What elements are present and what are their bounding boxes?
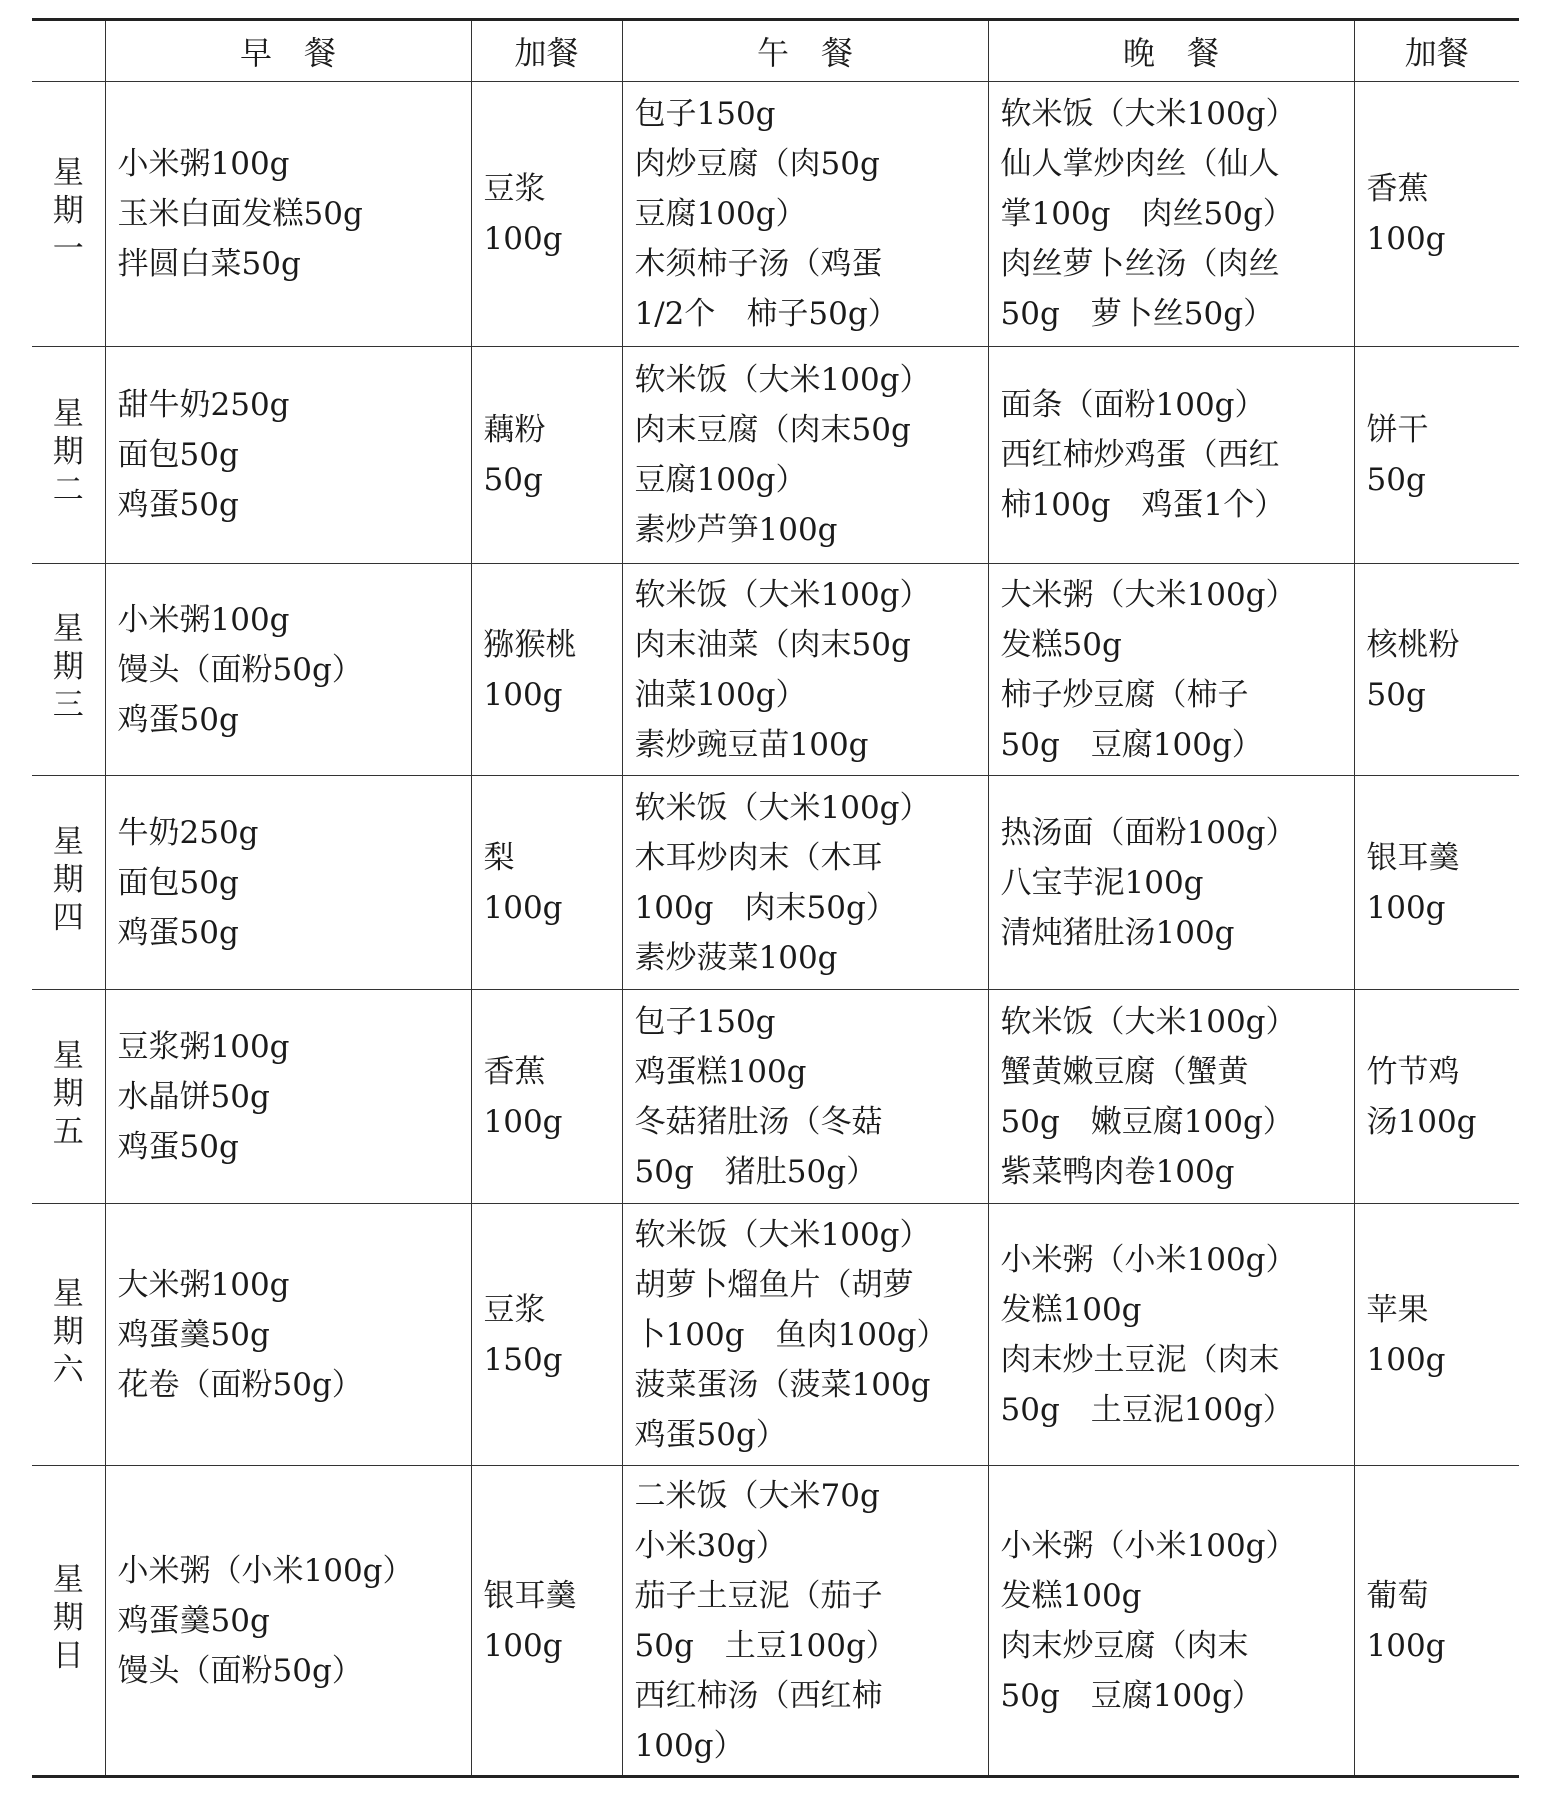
breakfast-line: 鸡蛋50g <box>117 1128 239 1165</box>
lunch-line: 卜100g 鱼肉100g） <box>634 1316 948 1353</box>
dinner-cell <box>988 1204 1354 1466</box>
lunch-line: 素炒菠菜100g <box>634 939 838 976</box>
lunch-line: 茄子土豆泥（茄子 <box>634 1577 883 1614</box>
dinner-cell <box>988 776 1354 990</box>
dinner-line: 柿100g 鸡蛋1个） <box>1000 487 1286 523</box>
lunch-line: 胡萝卜熘鱼片（胡萝 <box>634 1266 914 1303</box>
lunch-line: 软米饭（大米100g） <box>634 1216 931 1253</box>
lunch-line: 冬菇猪肚汤（冬菇 <box>634 1103 883 1140</box>
day-cell <box>32 1466 105 1777</box>
breakfast-line: 鸡蛋羹50g <box>117 1316 270 1353</box>
breakfast-line: 面包50g <box>117 437 239 473</box>
dinner-line: 50g 豆腐100g） <box>1000 726 1263 763</box>
breakfast-line: 小米粥（小米100g） <box>117 1552 414 1589</box>
lunch-line: 小米30g） <box>634 1527 787 1564</box>
breakfast-line: 拌圆白菜50g <box>117 246 301 282</box>
dinner-line: 50g 嫩豆腐100g） <box>1000 1103 1294 1140</box>
snack2-line: 50g <box>1366 462 1426 498</box>
dinner-line: 紫菜鸭肉卷100g <box>1000 1153 1235 1190</box>
dinner-line: 发糕100g <box>1000 1291 1142 1328</box>
snack2-cell <box>1354 347 1519 564</box>
snack2-cell <box>1354 776 1519 990</box>
lunch-line: 包子150g <box>634 96 776 132</box>
lunch-cell <box>622 82 988 347</box>
snack2-cell <box>1354 990 1519 1204</box>
day-cell <box>32 347 105 564</box>
breakfast-line: 鸡蛋50g <box>117 914 239 951</box>
dinner-line: 肉末炒土豆泥（肉末 <box>1000 1341 1280 1378</box>
dinner-line: 50g 土豆泥100g） <box>1000 1391 1294 1428</box>
dinner-line: 发糕50g <box>1000 626 1122 663</box>
breakfast-cell <box>105 347 471 564</box>
header-breakfast: 早 餐 <box>105 20 471 82</box>
lunch-cell <box>622 347 988 564</box>
snack1-line: 100g <box>483 1627 563 1664</box>
lunch-cell <box>622 776 988 990</box>
breakfast-line: 豆浆粥100g <box>117 1028 290 1065</box>
lunch-cell <box>622 1204 988 1466</box>
lunch-line: 油菜100g） <box>634 676 807 713</box>
lunch-line: 100g 肉末50g） <box>634 889 897 926</box>
breakfast-cell <box>105 564 471 776</box>
dinner-line: 肉末炒豆腐（肉末 <box>1000 1627 1249 1664</box>
dinner-line: 小米粥（小米100g） <box>1000 1527 1297 1564</box>
snack1-line: 香蕉 <box>483 1053 546 1090</box>
snack1-line: 100g <box>483 889 563 926</box>
breakfast-cell <box>105 1204 471 1466</box>
lunch-line: 素炒芦笋100g <box>634 512 838 548</box>
breakfast-line: 鸡蛋50g <box>117 487 239 523</box>
breakfast-line: 水晶饼50g <box>117 1078 270 1115</box>
lunch-line: 肉末油菜（肉末50g <box>634 626 911 663</box>
breakfast-line: 小米粥100g <box>117 601 290 638</box>
snack1-cell <box>471 564 622 776</box>
breakfast-line: 馒头（面粉50g） <box>117 1652 363 1689</box>
lunch-line: 豆腐100g） <box>634 196 807 232</box>
breakfast-line: 鸡蛋羹50g <box>117 1602 270 1639</box>
weekly-meal-table <box>32 18 1519 1778</box>
day-label: 星期三 <box>52 610 84 723</box>
header-dinner: 晚 餐 <box>988 20 1354 82</box>
lunch-line: 素炒豌豆苗100g <box>634 726 869 763</box>
snack1-line: 50g <box>483 462 543 498</box>
snack2-line: 香蕉 <box>1366 171 1429 207</box>
dinner-line: 清炖猪肚汤100g <box>1000 914 1235 951</box>
dinner-cell <box>988 564 1354 776</box>
lunch-line: 50g 土豆100g） <box>634 1627 897 1664</box>
dinner-line: 发糕100g <box>1000 1577 1142 1614</box>
snack2-line: 饼干 <box>1366 412 1429 448</box>
snack1-cell <box>471 990 622 1204</box>
snack1-line: 150g <box>483 1341 563 1378</box>
lunch-line: 西红柿汤（西红柿 <box>634 1677 883 1714</box>
dinner-line: 50g 豆腐100g） <box>1000 1677 1263 1714</box>
dinner-cell <box>988 1466 1354 1777</box>
breakfast-line: 玉米白面发糕50g <box>117 196 363 232</box>
day-label: 星期二 <box>52 396 84 508</box>
lunch-line: 50g 猪肚50g） <box>634 1153 878 1190</box>
snack1-cell <box>471 1466 622 1777</box>
lunch-line: 1/2个 柿子50g） <box>634 296 899 332</box>
breakfast-cell <box>105 990 471 1204</box>
snack2-line: 苹果 <box>1366 1291 1429 1328</box>
breakfast-line: 甜牛奶250g <box>117 387 290 423</box>
dinner-line: 西红柿炒鸡蛋（西红 <box>1000 437 1280 473</box>
snack1-line: 100g <box>483 1103 563 1140</box>
dinner-cell <box>988 82 1354 347</box>
day-cell <box>32 776 105 990</box>
snack2-cell <box>1354 1204 1519 1466</box>
snack2-cell <box>1354 82 1519 347</box>
snack1-cell <box>471 82 622 347</box>
table-row <box>32 1204 1519 1466</box>
day-label: 星期六 <box>52 1275 84 1388</box>
snack2-line: 50g <box>1366 676 1426 713</box>
snack1-line: 猕猴桃 <box>483 626 577 663</box>
breakfast-line: 馒头（面粉50g） <box>117 651 363 688</box>
dinner-line: 大米粥（大米100g） <box>1000 576 1297 613</box>
snack2-line: 100g <box>1366 1627 1446 1664</box>
lunch-line: 软米饭（大米100g） <box>634 789 931 826</box>
snack1-line: 100g <box>483 676 563 713</box>
lunch-line: 木须柿子汤（鸡蛋 <box>634 246 883 282</box>
lunch-cell <box>622 1466 988 1777</box>
dinner-line: 柿子炒豆腐（柿子 <box>1000 676 1249 713</box>
snack2-line: 100g <box>1366 889 1446 926</box>
snack1-line: 银耳羹 <box>483 1577 577 1614</box>
breakfast-line: 大米粥100g <box>117 1266 290 1303</box>
header-corner <box>32 20 105 82</box>
table-row <box>32 776 1519 990</box>
table-row <box>32 347 1519 564</box>
header-row <box>32 20 1519 82</box>
table-row <box>32 990 1519 1204</box>
snack1-cell <box>471 347 622 564</box>
dinner-line: 仙人掌炒肉丝（仙人 <box>1000 146 1280 182</box>
breakfast-cell <box>105 1466 471 1777</box>
table-row <box>32 1466 1519 1777</box>
breakfast-line: 牛奶250g <box>117 814 259 851</box>
snack1-line: 藕粉 <box>483 412 546 448</box>
snack2-line: 银耳羹 <box>1366 839 1460 876</box>
day-label: 星期五 <box>52 1037 84 1150</box>
snack1-line: 100g <box>483 221 563 257</box>
day-cell <box>32 82 105 347</box>
lunch-line: 软米饭（大米100g） <box>634 362 931 398</box>
breakfast-cell <box>105 776 471 990</box>
dinner-cell <box>988 990 1354 1204</box>
snack2-line: 100g <box>1366 221 1446 257</box>
snack1-line: 梨 <box>483 839 515 876</box>
breakfast-line: 面包50g <box>117 864 239 901</box>
lunch-line: 二米饭（大米70g <box>634 1477 880 1514</box>
day-cell <box>32 564 105 776</box>
snack1-line: 豆浆 <box>483 171 546 207</box>
lunch-line: 鸡蛋糕100g <box>634 1053 807 1090</box>
snack1-cell <box>471 1204 622 1466</box>
snack1-line: 豆浆 <box>483 1291 546 1328</box>
snack1-cell <box>471 776 622 990</box>
dinner-cell <box>988 347 1354 564</box>
menu-table-container <box>32 18 1519 1778</box>
dinner-line: 软米饭（大米100g） <box>1000 96 1297 132</box>
table-row <box>32 564 1519 776</box>
header-snack1: 加餐 <box>471 20 622 82</box>
lunch-line: 肉炒豆腐（肉50g <box>634 146 880 182</box>
lunch-line: 菠菜蛋汤（菠菜100g <box>634 1366 931 1403</box>
snack2-cell <box>1354 564 1519 776</box>
lunch-line: 软米饭（大米100g） <box>634 576 931 613</box>
snack2-line: 100g <box>1366 1341 1446 1378</box>
day-cell <box>32 990 105 1204</box>
breakfast-line: 小米粥100g <box>117 146 290 182</box>
lunch-line: 木耳炒肉末（木耳 <box>634 839 883 876</box>
lunch-line: 豆腐100g） <box>634 462 807 498</box>
table-row <box>32 82 1519 347</box>
lunch-line: 100g） <box>634 1727 745 1764</box>
dinner-line: 掌100g 肉丝50g） <box>1000 196 1294 232</box>
dinner-line: 50g 萝卜丝50g） <box>1000 296 1275 332</box>
dinner-line: 蟹黄嫩豆腐（蟹黄 <box>1000 1053 1249 1090</box>
day-label: 星期四 <box>52 823 84 936</box>
lunch-line: 包子150g <box>634 1003 776 1040</box>
breakfast-line: 花卷（面粉50g） <box>117 1366 363 1403</box>
dinner-line: 面条（面粉100g） <box>1000 387 1266 423</box>
snack2-line: 竹节鸡 <box>1366 1053 1460 1090</box>
lunch-line: 肉末豆腐（肉末50g <box>634 412 911 448</box>
day-label: 星期一 <box>52 155 84 267</box>
header-snack2: 加餐 <box>1354 20 1519 82</box>
dinner-line: 软米饭（大米100g） <box>1000 1003 1297 1040</box>
snack2-line: 葡萄 <box>1366 1577 1429 1614</box>
lunch-cell <box>622 990 988 1204</box>
snack2-line: 汤100g <box>1366 1103 1477 1140</box>
snack2-line: 核桃粉 <box>1366 626 1460 663</box>
dinner-line: 肉丝萝卜丝汤（肉丝 <box>1000 246 1280 282</box>
dinner-line: 小米粥（小米100g） <box>1000 1241 1297 1278</box>
day-label: 星期日 <box>52 1561 84 1674</box>
menu-body <box>32 82 1519 1777</box>
day-cell <box>32 1204 105 1466</box>
breakfast-cell <box>105 82 471 347</box>
header-lunch: 午 餐 <box>622 20 988 82</box>
breakfast-line: 鸡蛋50g <box>117 701 239 738</box>
lunch-cell <box>622 564 988 776</box>
dinner-line: 热汤面（面粉100g） <box>1000 814 1297 851</box>
snack2-cell <box>1354 1466 1519 1777</box>
dinner-line: 八宝芋泥100g <box>1000 864 1204 901</box>
lunch-line: 鸡蛋50g） <box>634 1416 787 1453</box>
